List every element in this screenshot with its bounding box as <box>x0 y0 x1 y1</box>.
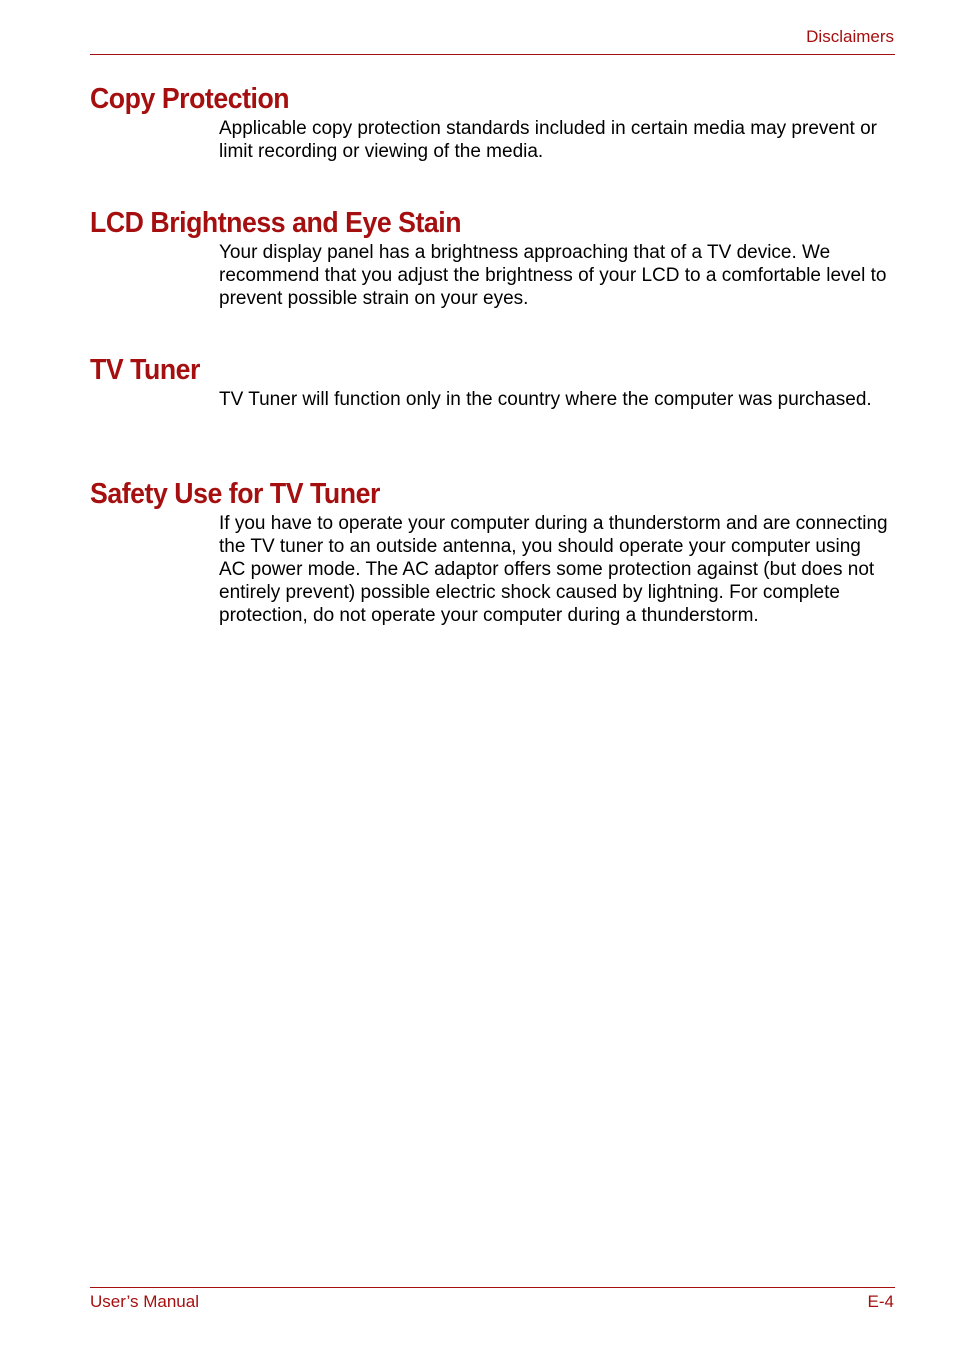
section-tv-tuner <box>90 352 895 411</box>
header-rule <box>90 54 895 55</box>
section-copy-protection <box>90 81 895 163</box>
running-header: Disclaimers <box>806 27 894 46</box>
section-heading: LCD Brightness and Eye Stain <box>90 207 462 239</box>
footer-rule <box>90 1287 895 1288</box>
section-heading: Copy Protection <box>90 83 290 115</box>
section-lcd-brightness <box>90 205 895 310</box>
section-heading: Safety Use for TV Tuner <box>90 478 380 510</box>
section-body: Applicable copy protection standards included in certain media may prevent or limit recording or viewing of the media. <box>219 118 877 162</box>
section-safety-use-tv-tuner <box>90 476 895 627</box>
section-body: If you have to operate your computer during a thunderstorm and are connecting the TV tuner to an outside antenna, you should operate your computer using AC power mode. The AC adaptor offers some protection against (but does not entirely prevent) possible electric shock caused by lightning. For complete protection, do not operate your computer during a thunderstorm. <box>219 513 888 626</box>
section-heading: TV Tuner <box>90 354 200 386</box>
footer-page-number: E-4 <box>867 1292 894 1311</box>
section-body: TV Tuner will function only in the country where the computer was purchased. <box>219 389 872 410</box>
footer-manual-title: User’s Manual <box>90 1292 199 1311</box>
section-body: Your display panel has a brightness approaching that of a TV device. We recommend that you adjust the brightness of your LCD to a comfortable level to prevent possible strain on your eyes. <box>219 242 887 309</box>
